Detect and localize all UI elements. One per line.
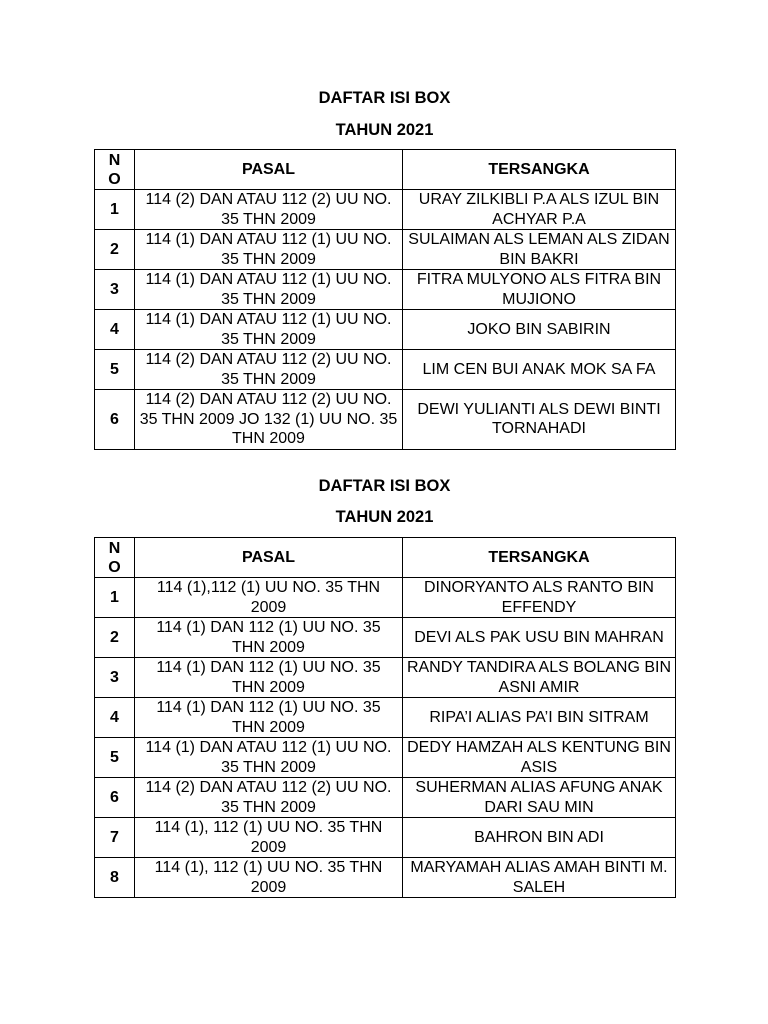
section-title: DAFTAR ISI BOX [318, 477, 451, 495]
header-no-line1: N [108, 539, 121, 557]
row-no: 5 [95, 738, 135, 778]
row-pasal: 114 (1) DAN ATAU 112 (1) UU NO. 35 THN 2009 [135, 230, 403, 270]
row-no: 2 [95, 230, 135, 270]
table-row [95, 858, 676, 898]
row-no: 8 [95, 858, 135, 898]
row-tersangka: DEVI ALS PAK USU BIN MAHRAN [403, 618, 676, 658]
section-year: TAHUN 2021 [335, 121, 434, 139]
table-row [95, 738, 676, 778]
row-no: 3 [95, 270, 135, 310]
row-pasal: 114 (2) DAN ATAU 112 (2) UU NO. 35 THN 2009 [135, 190, 403, 230]
header-no-line2: O [108, 558, 121, 576]
row-no: 5 [95, 350, 135, 390]
row-pasal: 114 (1) DAN ATAU 112 (1) UU NO. 35 THN 2009 [135, 310, 403, 350]
table-row [95, 618, 676, 658]
row-pasal: 114 (1) DAN 112 (1) UU NO. 35 THN 2009 [135, 658, 403, 698]
row-no: 7 [95, 818, 135, 858]
row-pasal: 114 (1) DAN ATAU 112 (1) UU NO. 35 THN 2009 [135, 270, 403, 310]
header-tersangka: TERSANGKA [403, 150, 676, 190]
row-tersangka: URAY ZILKIBLI P.A ALS IZUL BIN ACHYAR P.A [403, 190, 676, 230]
row-no: 1 [95, 578, 135, 618]
row-no: 3 [95, 658, 135, 698]
row-pasal: 114 (2) DAN ATAU 112 (2) UU NO. 35 THN 2009 [135, 778, 403, 818]
table-row [95, 698, 676, 738]
row-tersangka: RANDY TANDIRA ALS BOLANG BIN ASNI AMIR [403, 658, 676, 698]
table-header-row [95, 538, 676, 578]
header-no-line2: O [108, 170, 121, 188]
row-no: 1 [95, 190, 135, 230]
table-row [95, 778, 676, 818]
header-pasal: PASAL [135, 150, 403, 190]
header-tersangka: TERSANGKA [403, 538, 676, 578]
section-year: TAHUN 2021 [335, 508, 434, 526]
row-tersangka: RIPA’I ALIAS PA’I BIN SITRAM [403, 698, 676, 738]
row-pasal: 114 (1),112 (1) UU NO. 35 THN 2009 [135, 578, 403, 618]
row-no: 4 [95, 310, 135, 350]
row-pasal: 114 (1) DAN ATAU 112 (1) UU NO. 35 THN 2009 [135, 738, 403, 778]
header-no-line1: N [108, 151, 121, 169]
row-tersangka: SULAIMAN ALS LEMAN ALS ZIDAN BIN BAKRI [403, 230, 676, 270]
row-tersangka: DEWI YULIANTI ALS DEWI BINTI TORNAHADI [403, 390, 676, 450]
row-tersangka: JOKO BIN SABIRIN [403, 310, 676, 350]
row-tersangka: LIM CEN BUI ANAK MOK SA FA [403, 350, 676, 390]
row-tersangka: BAHRON BIN ADI [403, 818, 676, 858]
row-no: 6 [95, 390, 135, 450]
row-no: 2 [95, 618, 135, 658]
table-row [95, 578, 676, 618]
header-pasal: PASAL [135, 538, 403, 578]
row-pasal: 114 (1) DAN 112 (1) UU NO. 35 THN 2009 [135, 618, 403, 658]
table-row [95, 658, 676, 698]
section-title: DAFTAR ISI BOX [318, 89, 451, 107]
row-pasal: 114 (1), 112 (1) UU NO. 35 THN 2009 [135, 858, 403, 898]
row-pasal: 114 (1), 112 (1) UU NO. 35 THN 2009 [135, 818, 403, 858]
box-table-2 [94, 537, 676, 898]
row-tersangka: DINORYANTO ALS RANTO BIN EFFENDY [403, 578, 676, 618]
row-pasal: 114 (1) DAN 112 (1) UU NO. 35 THN 2009 [135, 698, 403, 738]
row-tersangka: DEDY HAMZAH ALS KENTUNG BIN ASIS [403, 738, 676, 778]
row-tersangka: FITRA MULYONO ALS FITRA BIN MUJIONO [403, 270, 676, 310]
row-tersangka: SUHERMAN ALIAS AFUNG ANAK DARI SAU MIN [403, 778, 676, 818]
row-no: 4 [95, 698, 135, 738]
row-no: 6 [95, 778, 135, 818]
row-pasal: 114 (2) DAN ATAU 112 (2) UU NO. 35 THN 2009 JO 132 (1) UU NO. 35 THN 2009 [135, 390, 403, 450]
row-tersangka: MARYAMAH ALIAS AMAH BINTI M. SALEH [403, 858, 676, 898]
table-row [95, 818, 676, 858]
header-no [95, 538, 135, 578]
row-pasal: 114 (2) DAN ATAU 112 (2) UU NO. 35 THN 2009 [135, 350, 403, 390]
box-list-section-2 [94, 0, 675, 1024]
